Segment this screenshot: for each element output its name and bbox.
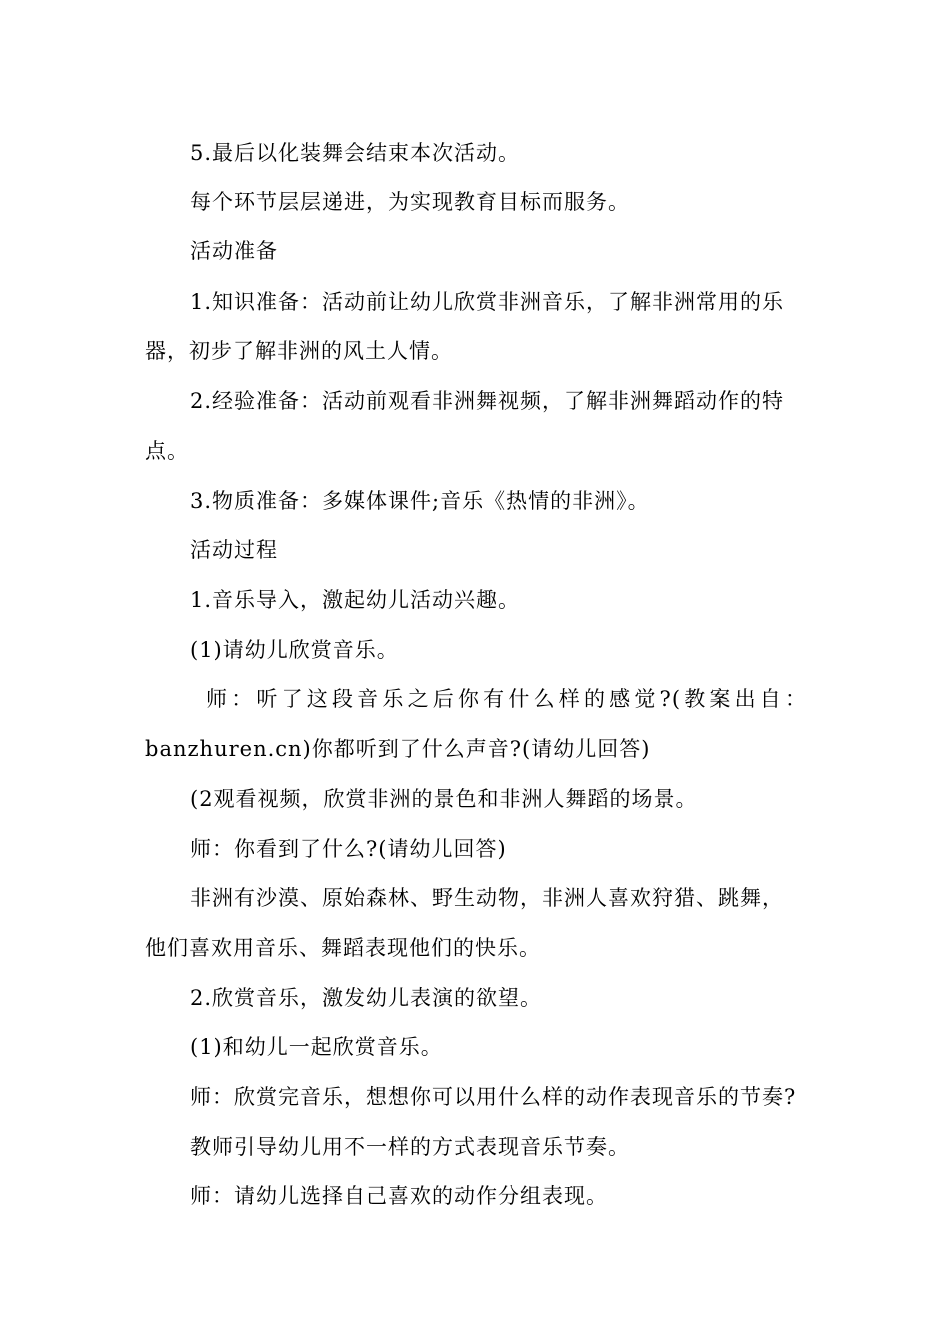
text-line-21: 教师引导幼儿用不一样的方式表现音乐节奏。 [190, 1135, 630, 1159]
text-line-18: 2.欣赏音乐，激发幼儿表演的欲望。 [190, 986, 543, 1010]
text-line-22: 师：请幼儿选择自己喜欢的动作分组表现。 [190, 1184, 608, 1208]
section-heading-process: 活动过程 [190, 538, 278, 562]
text-line-19: (1)和幼儿一起欣赏音乐。 [190, 1035, 443, 1059]
text-line-2: 每个环节层层递进，为实现教育目标而服务。 [190, 190, 630, 214]
text-line-5: 器，初步了解非洲的风土人情。 [145, 339, 453, 363]
text-line-16: 非洲有沙漠、原始森林、野生动物，非洲人喜欢狩猎、跳舞， [190, 886, 784, 910]
text-line-15: 师：你看到了什么?(请幼儿回答) [190, 837, 507, 861]
text-line-4: 1.知识准备：活动前让幼儿欣赏非洲音乐，了解非洲常用的乐 [190, 290, 785, 314]
text-line-14: (2观看视频，欣赏非洲的景色和非洲人舞蹈的场景。 [190, 787, 698, 811]
section-heading-preparation: 活动准备 [190, 239, 278, 263]
text-line-10: 1.音乐导入，激起幼儿活动兴趣。 [190, 588, 521, 612]
text-line-6: 2.经验准备：活动前观看非洲舞视频，了解非洲舞蹈动作的特 [190, 389, 785, 413]
text-line-13: banzhuren.cn)你都听到了什么声音?(请幼儿回答) [145, 737, 651, 761]
text-line-7: 点。 [145, 439, 189, 463]
text-line-11: (1)请幼儿欣赏音乐。 [190, 638, 399, 662]
text-line-12: 师：听了这段音乐之后你有什么样的感觉?(教案出自： [206, 687, 807, 711]
text-line-17: 他们喜欢用音乐、舞蹈表现他们的快乐。 [145, 936, 541, 960]
text-line-8: 3.物质准备：多媒体课件;音乐《热情的非洲》。 [190, 489, 650, 513]
text-line-20: 师：欣赏完音乐，想想你可以用什么样的动作表现音乐的节奏? [190, 1085, 797, 1109]
text-line-1: 5.最后以化装舞会结束本次活动。 [190, 141, 521, 165]
